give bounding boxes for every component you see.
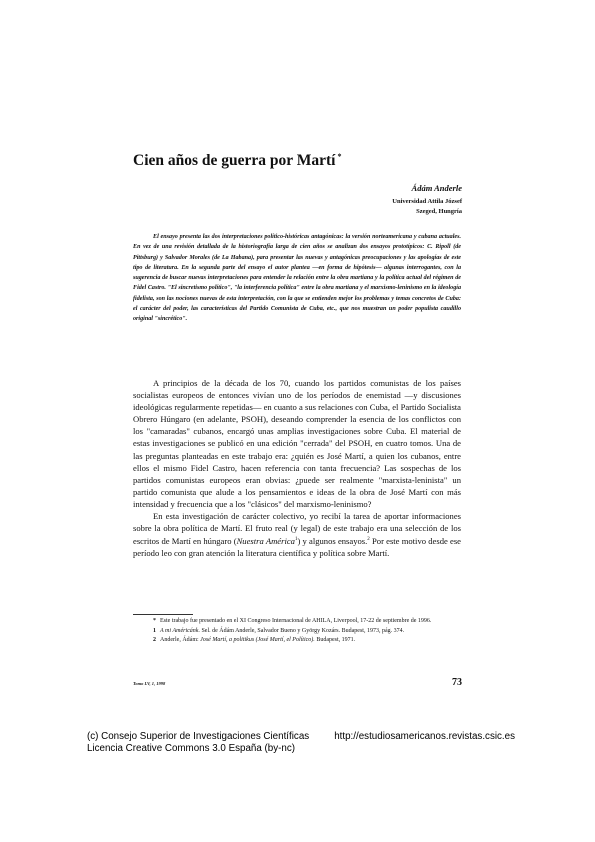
page-number: 73: [452, 677, 462, 688]
journal-url-link[interactable]: http://estudiosamericanos.revistas.csic.es: [334, 731, 515, 742]
footnotes: [133, 617, 461, 646]
author-location: Szeged, Hungría: [416, 208, 462, 215]
footnote-mark: 1: [153, 627, 156, 634]
footnote-text: Anderle, Ádám:: [160, 637, 201, 643]
footnote-text: Este trabajo fue presentado en el XI Congreso Internacional de AHILA, Liverpool, 17-22 de septiembre de 1996.: [160, 618, 432, 624]
footnote-mark: 2: [153, 637, 156, 643]
running-footer: Tomo LV, 1, 1998: [133, 681, 166, 686]
body-text: En esta investigación de carácter colectivo, yo recibí la tarea de aportar informaciones sobre la obra política de Martí. El fruto real (y legal) de este trabajo era una selección de los escritos de Martí en húngaro (: [133, 511, 461, 547]
book-title: Nuestra América: [236, 536, 295, 547]
footnote-book-title: A mi Américánk.: [160, 627, 200, 634]
footnote-book-title: José Martí, a politikus (José Martí, el Político).: [200, 637, 315, 643]
footnote-2: [133, 636, 461, 646]
body-text: Por este motivo desde ese período leo con gran atención la literatura científica y política sobre Martí.: [133, 536, 461, 559]
footnote-1: [133, 627, 461, 637]
author-name: Ádám Anderle: [411, 183, 462, 193]
footnote-ref-2[interactable]: 2: [367, 537, 370, 543]
body-text: ) y algunos ensayos.: [297, 536, 368, 547]
body-paragraph-1: A principios de la década de los 70, cuando los partidos comunistas de los países socialistas europeos de entonces vivían uno de los períodos de enemistad —y discusiones ideológicas regularmente repetidas— en cuanto a sus relaciones con Cuba, el Partido Socialista Obrero Húngaro (en adelante, PSOH), deseando comprender la esencia de los conflictos con los "camaradas" cubanos, encargó unas amplias investigaciones sobre Cuba. El material de estas investigaciones se publicó en una edición "cerrada" del PSOH, en cuatro tomos. Una de las preguntas planteadas en este trabajo era: ¿quién es José Martí, a quien los cubanos, entre ellos el mismo Fidel Castro, hacen referencia con tanta frecuencia? Las sospechas de los partidos comunistas europeos eran obvias: ¿puede ser realmente "marxista-leninista" un partido comunista que alude a los pensamientos e ideas de la obra de José Martí con más intensidad y frecuencia que a los "clásicos" del marxismo-leninismo?: [133, 378, 461, 509]
footnote-text: Sel. de Ádám Anderle, Salvador Bueno y György Kozárs. Budapest, 1973, pág. 374.: [199, 627, 405, 634]
article-title: [133, 152, 473, 170]
author-affiliation: Universidad Attila József: [392, 198, 462, 205]
article-body: [133, 377, 461, 559]
footnote-mark: *: [153, 618, 156, 624]
title-footnote-mark[interactable]: *: [337, 152, 342, 161]
footnote-ref-1[interactable]: 1: [294, 537, 298, 543]
body-paragraph-2: [133, 510, 461, 559]
footnote-text: Budapest, 1971.: [314, 637, 356, 643]
article-title-text: Cien años de guerra por Martí: [133, 152, 336, 170]
footnote-star: [133, 617, 461, 627]
copyright-line: (c) Consejo Superior de Investigaciones Científicas: [87, 731, 310, 742]
footnote-divider: [133, 614, 193, 615]
license-notice: [87, 731, 309, 755]
abstract: El ensayo presenta las dos interpretaciones político-históricas antagónicas: la versión norteamericana y cubana actuales. En vez de una revisión detallada de la historiografía larga de cien años se analizan dos ensayos prototípicos: C. Ripoll (de Pittsburg) y Salvador Morales (de La Habana), para presentar las nuevas y antagónicas preocupaciones y las apologías de este tipo de literatura. En la segunda parte del ensayo el autor plantea —en forma de hipótesis— algunas interrogantes, con la sugerencia de buscar nuevas interpretaciones para entender la relación entre la obra martiana y la política actual del régimen de Fidel Castro. "El sincretismo político", "la interferencia política" entre la obra martiana y el marxismo-leninismo en la ideología fidelista, son las nociones nuevas de esta interpretación, con la que se entienden mejor los problemas y temas concretos de Cuba: el carácter del poder, las características del Partido Comunista de Cuba, etc., que nos muestran un poder populista caudillo original "sincrético".: [133, 234, 461, 322]
license-line[interactable]: Licencia Creative Commons 3.0 España (by-nc): [87, 743, 296, 754]
